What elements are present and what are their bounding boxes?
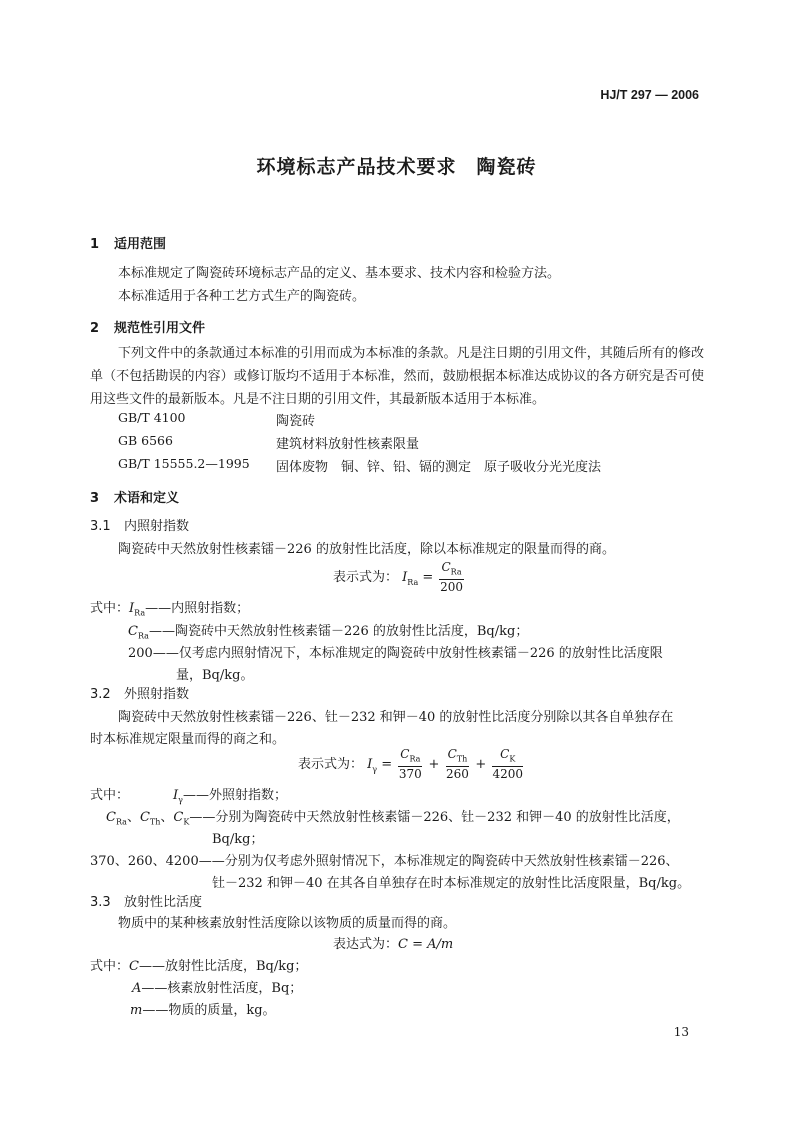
formula-external-index: 表示式为： $I_\gamma$ = $\frac{C_{Ra}}{370}$ + $\frac{C_{Th}}{260}$ + $\frac{C_K}{4200}$ <box>298 747 523 782</box>
subsection-number: 3.2 <box>90 687 111 702</box>
s3-1-definition: 陶瓷砖中天然放射性核素镭－226 的放射性比活度，除以本标准规定的限量而得的商。 <box>118 542 615 557</box>
ref-code: GB/T 15555.2—1995 <box>118 456 250 471</box>
symbol-desc: ——内照射指数； <box>145 601 250 616</box>
document-id: HJ/T 297 — 2006 <box>600 88 699 102</box>
s2-paragraph: 下列文件中的条款通过本标准的引用而成为本标准的条款。凡是注日期的引用文件，其随后所有的修改单（不包括勘误的内容）或修订版均不适用于本标准，然而，鼓励根据本标准达成协议的各方研究是否可使用这些文件的最新版本。凡是不注日期的引用文件，其最新版本适用于本标准。 <box>90 346 704 407</box>
s1-paragraph-2: 本标准适用于各种工艺方式生产的陶瓷砖。 <box>118 289 366 304</box>
subsection-3-2-heading <box>90 683 189 702</box>
fraction: $\frac{C_{Ra}}{370}$ <box>398 747 422 782</box>
subsection-title: 外照射指数 <box>124 687 190 702</box>
ref-title: 陶瓷砖 <box>276 414 316 429</box>
s3-3-where-line-2: A——核素放射性活度，Bq； <box>132 981 303 996</box>
section-3-heading <box>90 487 179 506</box>
s3-3-definition: 物质中的某种核素放射性活度除以该物质的质量而得的商。 <box>118 916 457 931</box>
s3-2-where-line-2: $C_{Ra}$、$C_{Th}$、$C_K——$分别为陶瓷砖中天然放射性核素镭－226、钍－232 和钾－40 的放射性比活度， <box>106 810 680 827</box>
s3-2-definition-a: 陶瓷砖中天然放射性核素镭－226、钍－232 和钾－40 的放射性比活度分别除以其各自单独存在 <box>118 710 674 725</box>
subsection-3-3-heading <box>90 891 202 910</box>
subsection-number: 3.3 <box>90 895 111 910</box>
fraction: $\frac{C_{Ra}}{200}$ <box>440 560 463 595</box>
expr-label: 表示式为： <box>333 570 399 586</box>
subsection-title: 内照射指数 <box>124 519 190 534</box>
s3-2-where-line-2b: Bq/kg； <box>212 832 264 847</box>
s3-2-definition-b: 时本标准规定限量而得的商之和。 <box>90 732 286 747</box>
s3-1-where-line-1: 式中：$I_{Ra}——$内照射指数； <box>90 601 250 618</box>
section-title: 规范性引用文件 <box>114 321 206 336</box>
s3-3-where-line-1: 式中：C——放射性比活度，Bq/kg； <box>90 959 308 974</box>
symbol-desc: ——核素放射性活度，Bq； <box>141 981 303 996</box>
symbol-desc: ——外照射指数； <box>182 788 287 803</box>
where-label: 式中： <box>90 601 130 616</box>
section-title: 适用范围 <box>114 237 167 252</box>
ref-title: 固体废物 铜、锌、铅、镉的测定 原子吸收分光光度法 <box>276 460 602 475</box>
section-number: 2 <box>90 321 100 336</box>
ref-title: 建筑材料放射性核素限量 <box>276 437 420 452</box>
s3-2-where-line-1: 式中： $I_\gamma——$外照射指数； <box>90 788 287 805</box>
section-title: 术语和定义 <box>114 491 180 506</box>
section-number: 1 <box>90 237 100 252</box>
subsection-title: 放射性比活度 <box>124 895 203 910</box>
section-1-heading <box>90 233 166 252</box>
where-label: 式中： <box>90 788 130 803</box>
s3-2-where-line-3b: 钍－232 和钾－40 在其各自单独存在时本标准规定的放射性比活度限量，Bq/kg。 <box>212 876 691 891</box>
ref-code: GB/T 4100 <box>118 410 186 425</box>
section-2-heading <box>90 317 205 336</box>
section-number: 3 <box>90 491 100 506</box>
expr: C = A/m <box>398 937 454 952</box>
fraction: $\frac{C_K}{4200}$ <box>492 747 523 782</box>
formula-specific-activity <box>333 933 453 952</box>
page-title: 环境标志产品技术要求 陶瓷砖 <box>256 156 537 178</box>
fraction: $\frac{C_{Th}}{260}$ <box>445 747 469 782</box>
s3-1-where-line-3: 200——仅考虑内照射情况下，本标准规定的陶瓷砖中放射性核素镭－226 的放射性比活度限 <box>128 646 663 661</box>
formula-internal-index: 表示式为： $I_{Ra}$ = $\frac{C_{Ra}}{200}$ <box>333 560 463 595</box>
where-label: 式中： <box>90 959 130 974</box>
s3-1-where-line-3b: 量，Bq/kg。 <box>176 668 254 683</box>
symbol-desc: ——分别为陶瓷砖中天然放射性核素镭－226、钍－232 和钾－40 的放射性比活度， <box>189 810 680 825</box>
page-number: 13 <box>673 1025 689 1039</box>
ref-code: GB 6566 <box>118 433 173 448</box>
s3-1-where-line-2: $C_{Ra}——$陶瓷砖中天然放射性核素镭－226 的放射性比活度，Bq/kg； <box>128 624 529 641</box>
subsection-number: 3.1 <box>90 519 111 534</box>
symbol-desc: ——放射性比活度，Bq/kg； <box>138 959 308 974</box>
symbol-desc: ——物质的质量，kg。 <box>142 1003 276 1018</box>
s3-2-where-line-3: 370、260、4200——分别为仅考虑外照射情况下，本标准规定的陶瓷砖中天然放射性核素镭－226、 <box>90 854 679 869</box>
expr-label: 表示式为： <box>298 757 364 773</box>
s3-3-where-line-3: m——物质的质量，kg。 <box>130 1003 276 1018</box>
symbol-desc: ——陶瓷砖中天然放射性核素镭－226 的放射性比活度，Bq/kg； <box>148 624 529 639</box>
subsection-3-1-heading <box>90 515 189 534</box>
expr-label: 表达式为： <box>333 937 399 952</box>
s1-paragraph-1: 本标准规定了陶瓷砖环境标志产品的定义、基本要求、技术内容和检验方法。 <box>118 266 561 281</box>
